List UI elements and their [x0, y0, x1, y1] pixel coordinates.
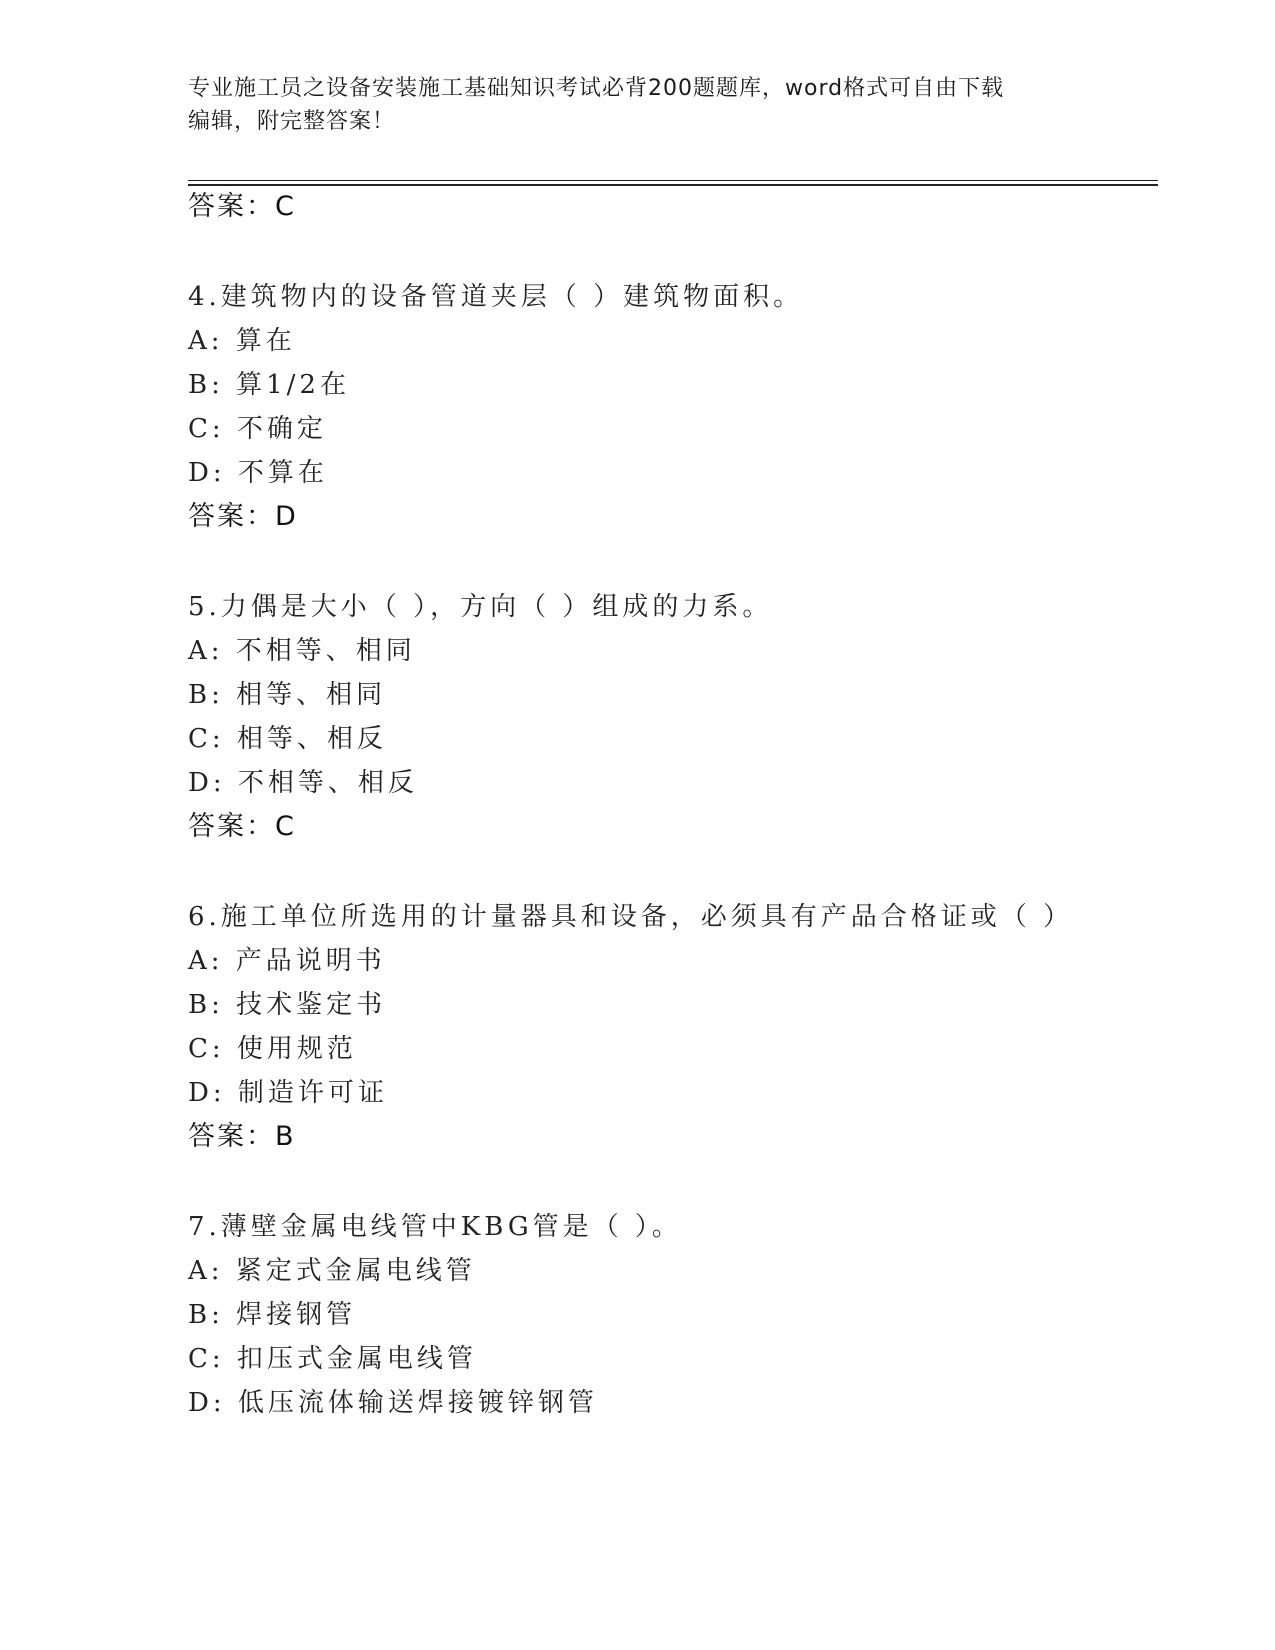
- answer-5: 答案：C: [188, 811, 296, 842]
- answer-3: 答案：C: [188, 191, 296, 222]
- q5-option-d: D: 不相等、相反: [188, 768, 418, 798]
- q5-option-a: A: 不相等、相同: [188, 636, 416, 666]
- question-5: 5.力偶是大小（ ），方向（ ）组成的力系。: [188, 592, 773, 622]
- question-7: 7.薄壁金属电线管中KBG管是（ ）。: [188, 1212, 682, 1242]
- q5-option-b: B: 相等、相同: [188, 680, 387, 710]
- header-divider-thin: [188, 180, 1158, 181]
- q6-option-c: C: 使用规范: [188, 1034, 357, 1064]
- q7-option-a: A: 紧定式金属电线管: [188, 1256, 476, 1286]
- header-divider-thick: [188, 184, 1158, 186]
- q5-option-c: C: 相等、相反: [188, 724, 387, 754]
- q7-option-c: C: 扣压式金属电线管: [188, 1344, 477, 1374]
- header-line-1: 专业施工员之设备安装施工基础知识考试必背200题题库，word格式可自由下载: [188, 76, 1005, 101]
- q7-option-b: B: 焊接钢管: [188, 1300, 357, 1330]
- question-6: 6.施工单位所选用的计量器具和设备，必须具有产品合格证或（ ）: [188, 902, 1074, 932]
- question-4: 4.建筑物内的设备管道夹层（ ）建筑物面积。: [188, 282, 804, 312]
- document-header: [188, 72, 1088, 138]
- q4-option-c: C: 不确定: [188, 414, 327, 444]
- answer-6: 答案：B: [188, 1121, 296, 1152]
- q4-option-a: A: 算在: [188, 326, 296, 356]
- q7-option-d: D: 低压流体输送焊接镀锌钢管: [188, 1388, 598, 1418]
- answer-4: 答案：D: [188, 501, 298, 532]
- q6-option-d: D: 制造许可证: [188, 1078, 388, 1108]
- q4-option-b: B: 算1/2在: [188, 370, 350, 400]
- q6-option-b: B: 技术鉴定书: [188, 990, 387, 1020]
- header-line-2: 编辑，附完整答案！: [188, 109, 396, 134]
- q6-option-a: A: 产品说明书: [188, 946, 386, 976]
- q4-option-d: D: 不算在: [188, 458, 328, 488]
